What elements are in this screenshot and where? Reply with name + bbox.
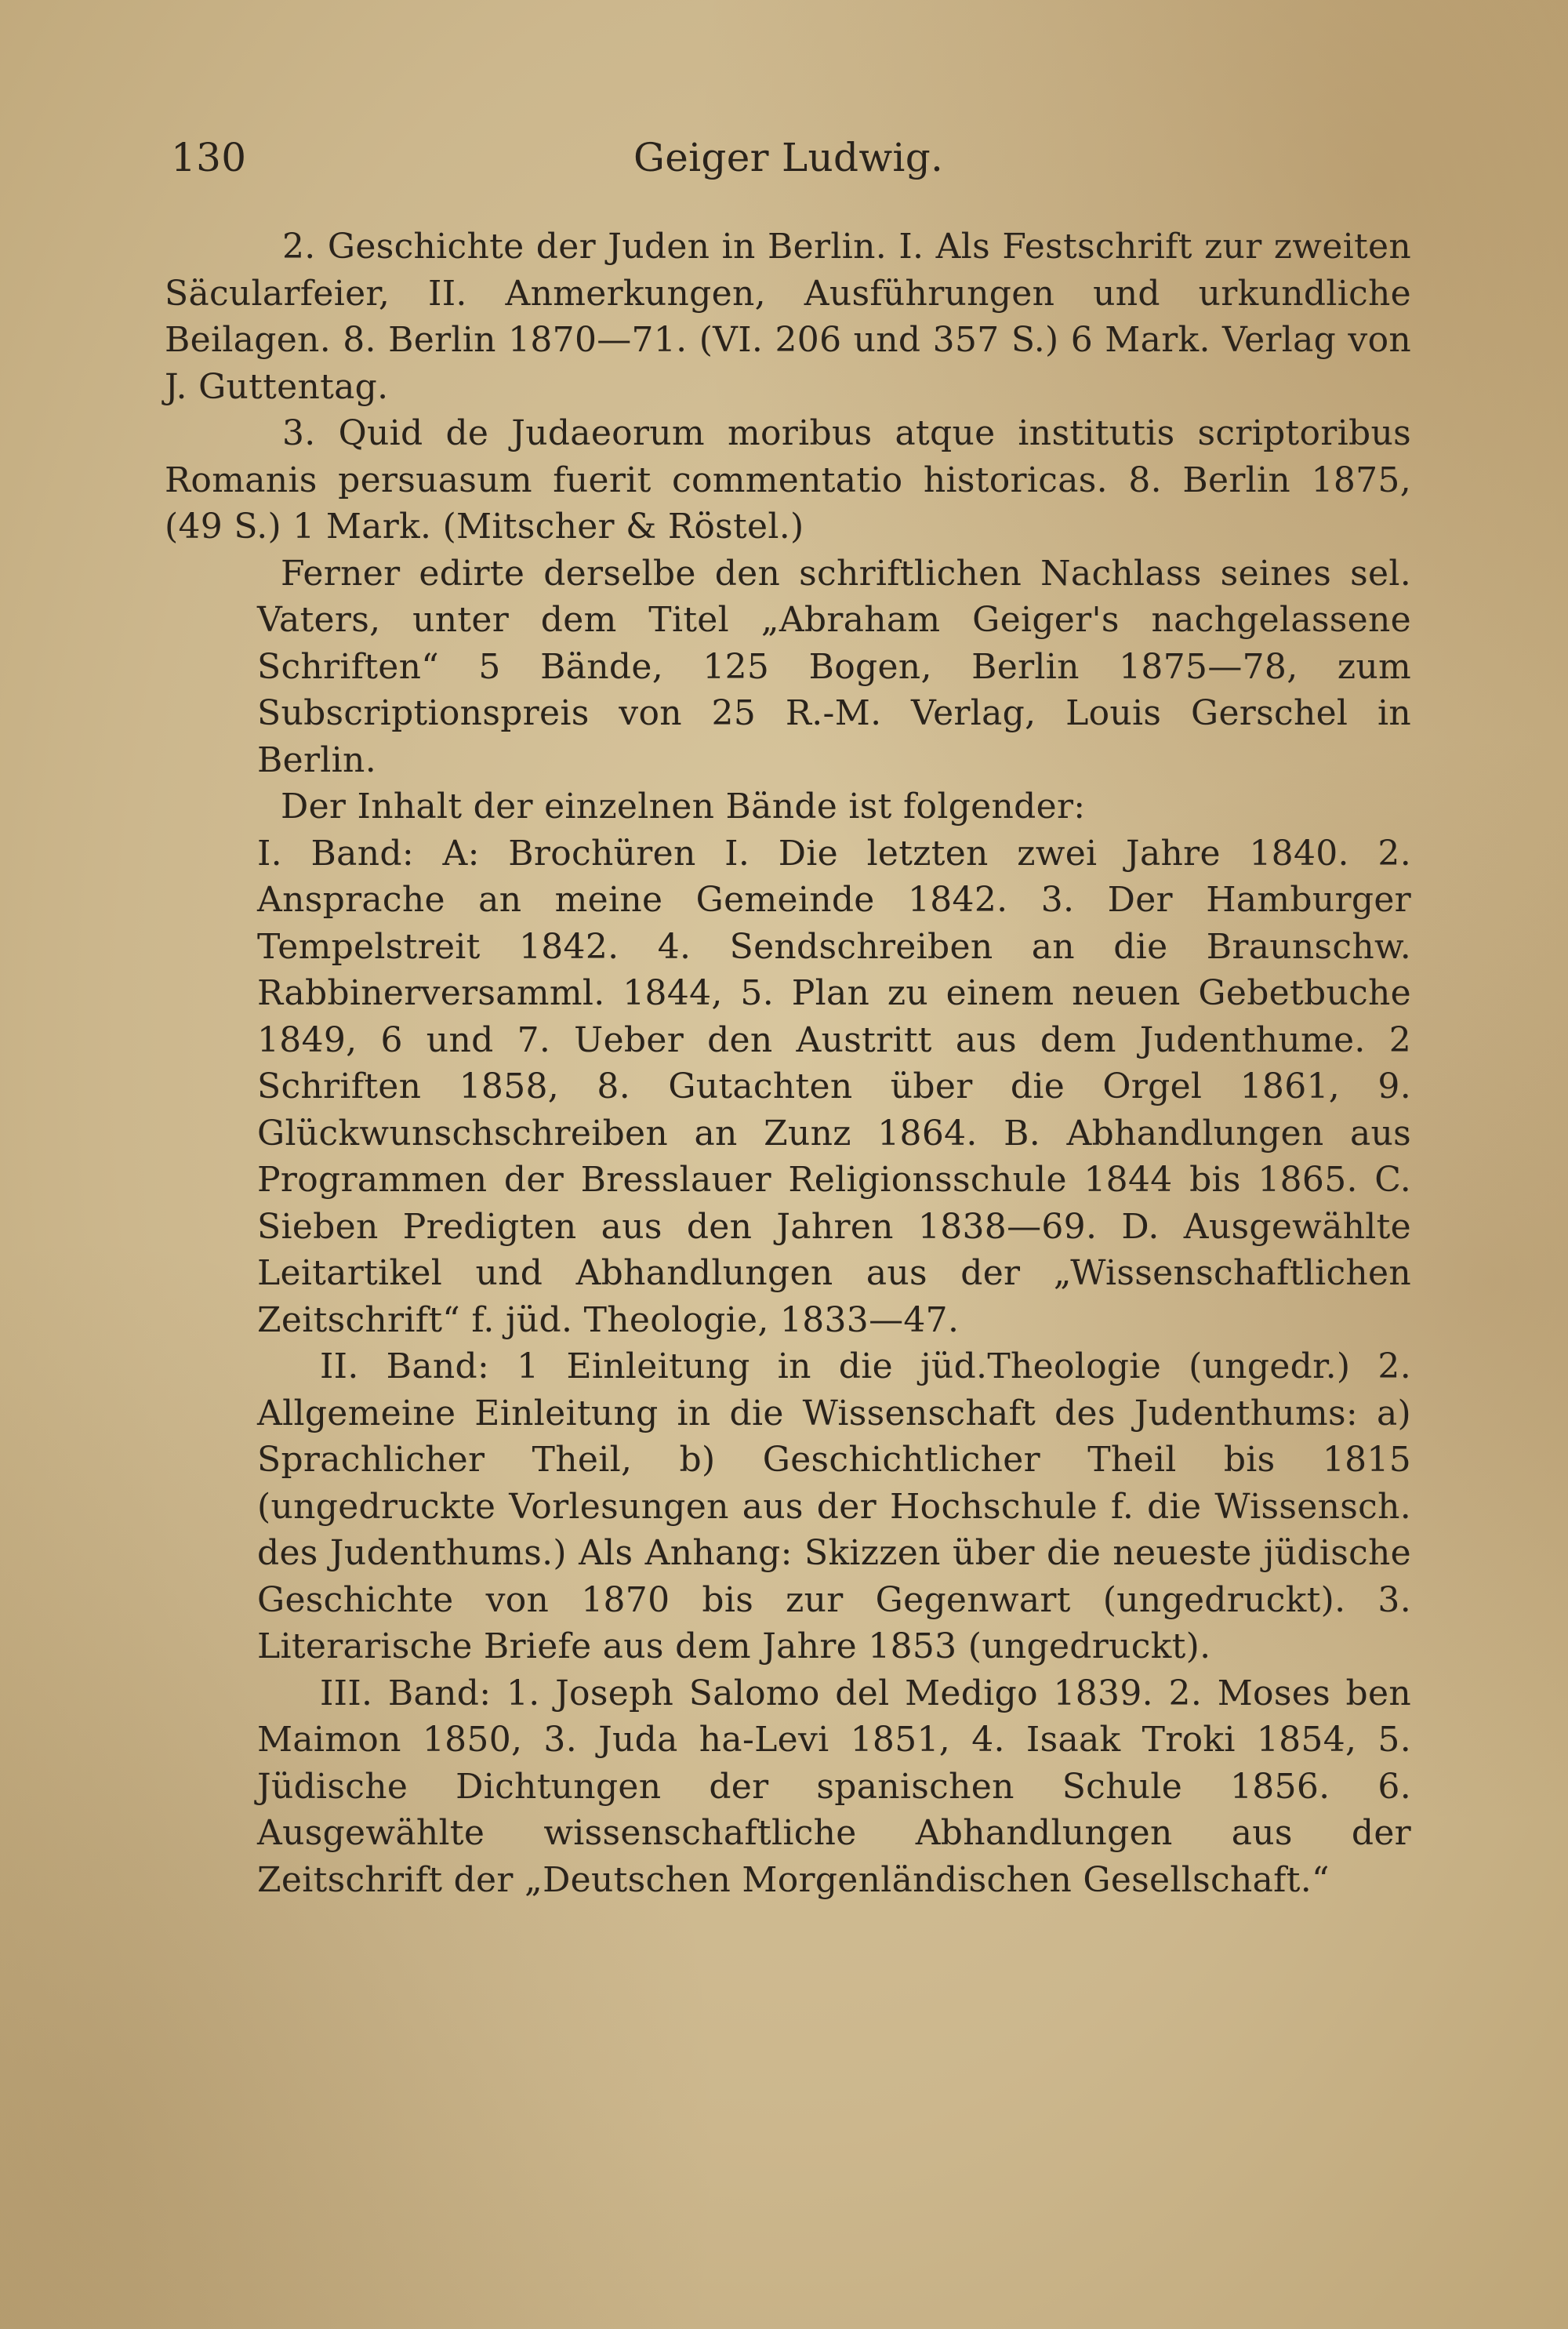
page-body bbox=[165, 223, 1411, 1903]
bibliography-entry-3: 3. Quid de Judaeorum moribus atque institutis scriptoribus Romanis persuasum fuerit commentatio historicas. 8. Berlin 1875, (49 S.) 1 Mark. (Mitscher & Röstel.) bbox=[165, 413, 1411, 547]
volume-3-contents: III. Band: 1. Joseph Salomo del Medigo 1839. 2. Moses ben Maimon 1850, 3. Juda ha-Levi 1851, 4. Isaak Troki 1854, 5. Jüdische Dichtungen der spanischen Schule 1856. 6. Ausgewählte wissenschaftliche Abhandlungen aus der Zeitschrift der „Deutschen Morgenländischen Gesellschaft.“ bbox=[257, 1673, 1411, 1900]
volume-2-contents: II. Band: 1 Einleitung in die jüd.Theologie (ungedr.) 2. Allgemeine Einleitung in die Wissenschaft des Judenthums: a) Sprachlicher Theil, b) Geschichtlicher Theil bis 1815 (ungedruckte Vorlesungen aus der Hochschule f. die Wissensch. des Judenthums.) Als Anhang: Skizzen über die neueste jüdische Geschichte von 1870 bis zur Gegenwart (ungedruckt). 3. Literarische Briefe aus dem Jahre 1853 (ungedruckt). bbox=[257, 1346, 1411, 1666]
page-number: 130 bbox=[171, 135, 247, 180]
volume-1-contents: I. Band: A: Brochüren I. Die letzten zwei Jahre 1840. 2. Ansprache an meine Gemeinde 1842. 3. Der Hamburger Tempelstreit 1842. 4. Sendschreiben an die Braunschw. Rabbinerversamml. 1844, 5. Plan zu einem neuen Gebetbuche 1849, 6 und 7. Ueber den Austritt aus dem Judenthume. 2 Schriften 1858, 8. Gutachten über die Orgel 1861, 9. Glückwunschschreiben an Zunz 1864. B. Abhandlungen aus Programmen der Bresslauer Religionsschule 1844 bis 1865. C. Sieben Predigten aus den Jahren 1838—69. D. Ausgewählte Leitartikel und Abhandlungen aus der „Wissenschaftlichen Zeitschrift“ f. jüd. Theologie, 1833—47. bbox=[257, 833, 1411, 1340]
running-title: Geiger Ludwig. bbox=[633, 135, 944, 180]
nachlass-paragraph: Ferner edirte derselbe den schriftlichen Nachlass seines sel. Vaters, unter dem Titel „Abraham Geiger's nachgelassene Schriften“ 5 Bände, 125 Bogen, Berlin 1875—78, zum Subscriptionspreis von 25 R.-M. Verlag, Louis Gerschel in Berlin. bbox=[257, 553, 1411, 780]
volumes-intro: Der Inhalt der einzelnen Bände ist folgender: bbox=[281, 787, 1086, 827]
page-header bbox=[171, 135, 1410, 190]
bibliography-entry-2: 2. Geschichte der Juden in Berlin. I. Als Festschrift zur zweiten Säcularfeier, II. Anmerkungen, Ausführungen und urkundliche Beilagen. 8. Berlin 1870—71. (VI. 206 und 357 S.) 6 Mark. Verlag von J. Guttentag. bbox=[165, 227, 1411, 407]
